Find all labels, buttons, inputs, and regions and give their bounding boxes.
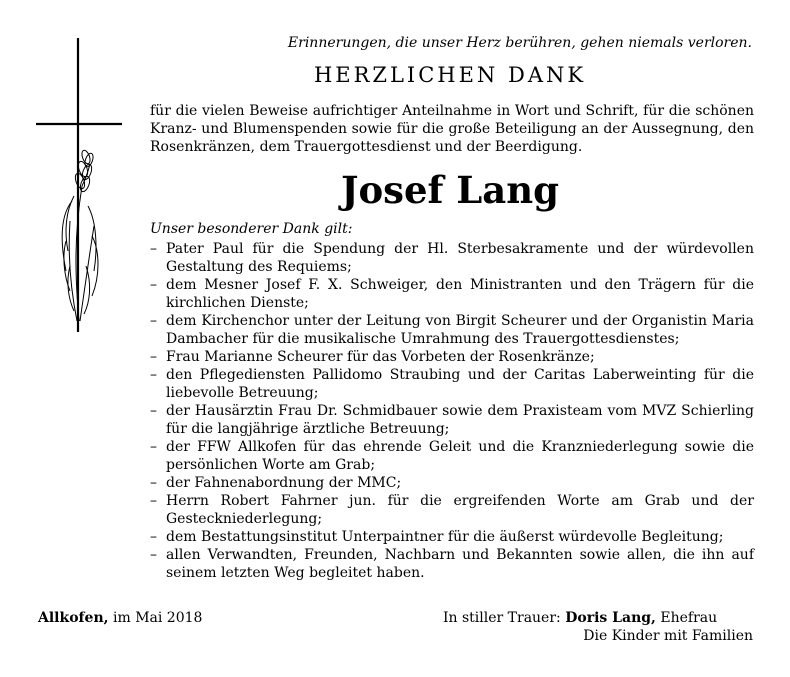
list-item: [150, 438, 754, 474]
place: Allkofen,: [38, 610, 109, 626]
list-dash: –: [150, 493, 157, 509]
place-date: [38, 609, 202, 627]
list-item: [150, 528, 754, 546]
list-item: [150, 474, 754, 492]
list-dash: –: [150, 403, 157, 419]
list-item: [150, 240, 754, 276]
wheat-ear-icon: [62, 149, 98, 321]
date: im Mai 2018: [112, 610, 203, 626]
list-dash: –: [150, 529, 157, 545]
list-item-text: dem Mesner Josef F. X. Schweiger, den Ministranten und den Trägern für die kirchlichen Dienste;: [166, 277, 754, 311]
list-dash: –: [150, 367, 157, 383]
deceased-name: Josef Lang: [340, 168, 560, 212]
mourners-block: [443, 609, 753, 645]
list-item-text: allen Verwandten, Freunden, Nachbarn und Bekannten sowie allen, die ihn auf seinem letzten Weg begleitet haben.: [166, 547, 754, 581]
list-item: [150, 348, 754, 366]
cross-icon: [36, 38, 122, 332]
cross-with-wheat-icon: [30, 36, 130, 336]
mourner-name: Doris Lang,: [565, 610, 656, 626]
list-item-text: Herrn Robert Fahrner jun. für die ergreifenden Worte am Grab und der Gesteckniederlegung;: [166, 493, 754, 527]
special-thanks-intro: Unser besonderer Dank gilt:: [150, 221, 353, 237]
list-item: [150, 492, 754, 528]
list-item-text: der Fahnenabordnung der MMC;: [166, 475, 402, 491]
thanks-paragraph: für die vielen Beweise aufrichtiger Anteilnahme in Wort und Schrift, für die schönen Kranz- und Blumenspenden sowie für die große Beteiligung an der Aussegnung, den Rosenkränzen, dem Trauergottesdienst und der Beerdigung.: [150, 103, 754, 155]
mourners-row: [443, 609, 753, 627]
list-dash: –: [150, 475, 157, 491]
list-item: [150, 546, 754, 582]
list-dash: –: [150, 313, 157, 329]
list-item-text: dem Kirchenchor unter der Leitung von Birgit Scheurer und der Organistin Maria Dambacher für die musikalische Umrahmung des Trauergottesdienstes;: [166, 313, 754, 347]
list-item-text: den Pflegediensten Pallidomo Straubing und der Caritas Laberweinting für die liebevolle Betreuung;: [166, 367, 754, 401]
list-dash: –: [150, 547, 157, 563]
heading: HERZLICHEN DANK: [313, 63, 587, 87]
list-dash: –: [150, 241, 157, 257]
list-item: [150, 312, 754, 348]
list-item-text: Pater Paul für die Spendung der Hl. Sterbesakramente und der würdevollen Gestaltung des Requiems;: [166, 241, 754, 275]
mourner-relation: Ehefrau: [660, 610, 718, 626]
list-item: [150, 366, 754, 402]
motto: Erinnerungen, die unser Herz berühren, gehen niemals verloren.: [287, 35, 752, 51]
list-dash: –: [150, 349, 157, 365]
mourning-label: In stiller Trauer:: [443, 610, 561, 626]
list-item-text: der Hausärztin Frau Dr. Schmidbauer sowie dem Praxisteam vom MVZ Schierling für die langjährige ärztliche Betreuung;: [166, 403, 754, 437]
mourner-family: Die Kinder mit Familien: [583, 628, 753, 644]
list-dash: –: [150, 439, 157, 455]
list-item-text: Frau Marianne Scheurer für das Vorbeten der Rosenkränze;: [166, 349, 595, 365]
list-item-text: dem Bestattungsinstitut Unterpaintner für die äußerst würdevolle Begleitung;: [166, 529, 724, 545]
list-dash: –: [150, 277, 157, 293]
list-item: [150, 276, 754, 312]
list-item-text: der FFW Allkofen für das ehrende Geleit und die Kranzniederlegung sowie die persönlichen Worte am Grab;: [166, 439, 754, 473]
thanks-list: [150, 240, 754, 582]
list-item: [150, 402, 754, 438]
